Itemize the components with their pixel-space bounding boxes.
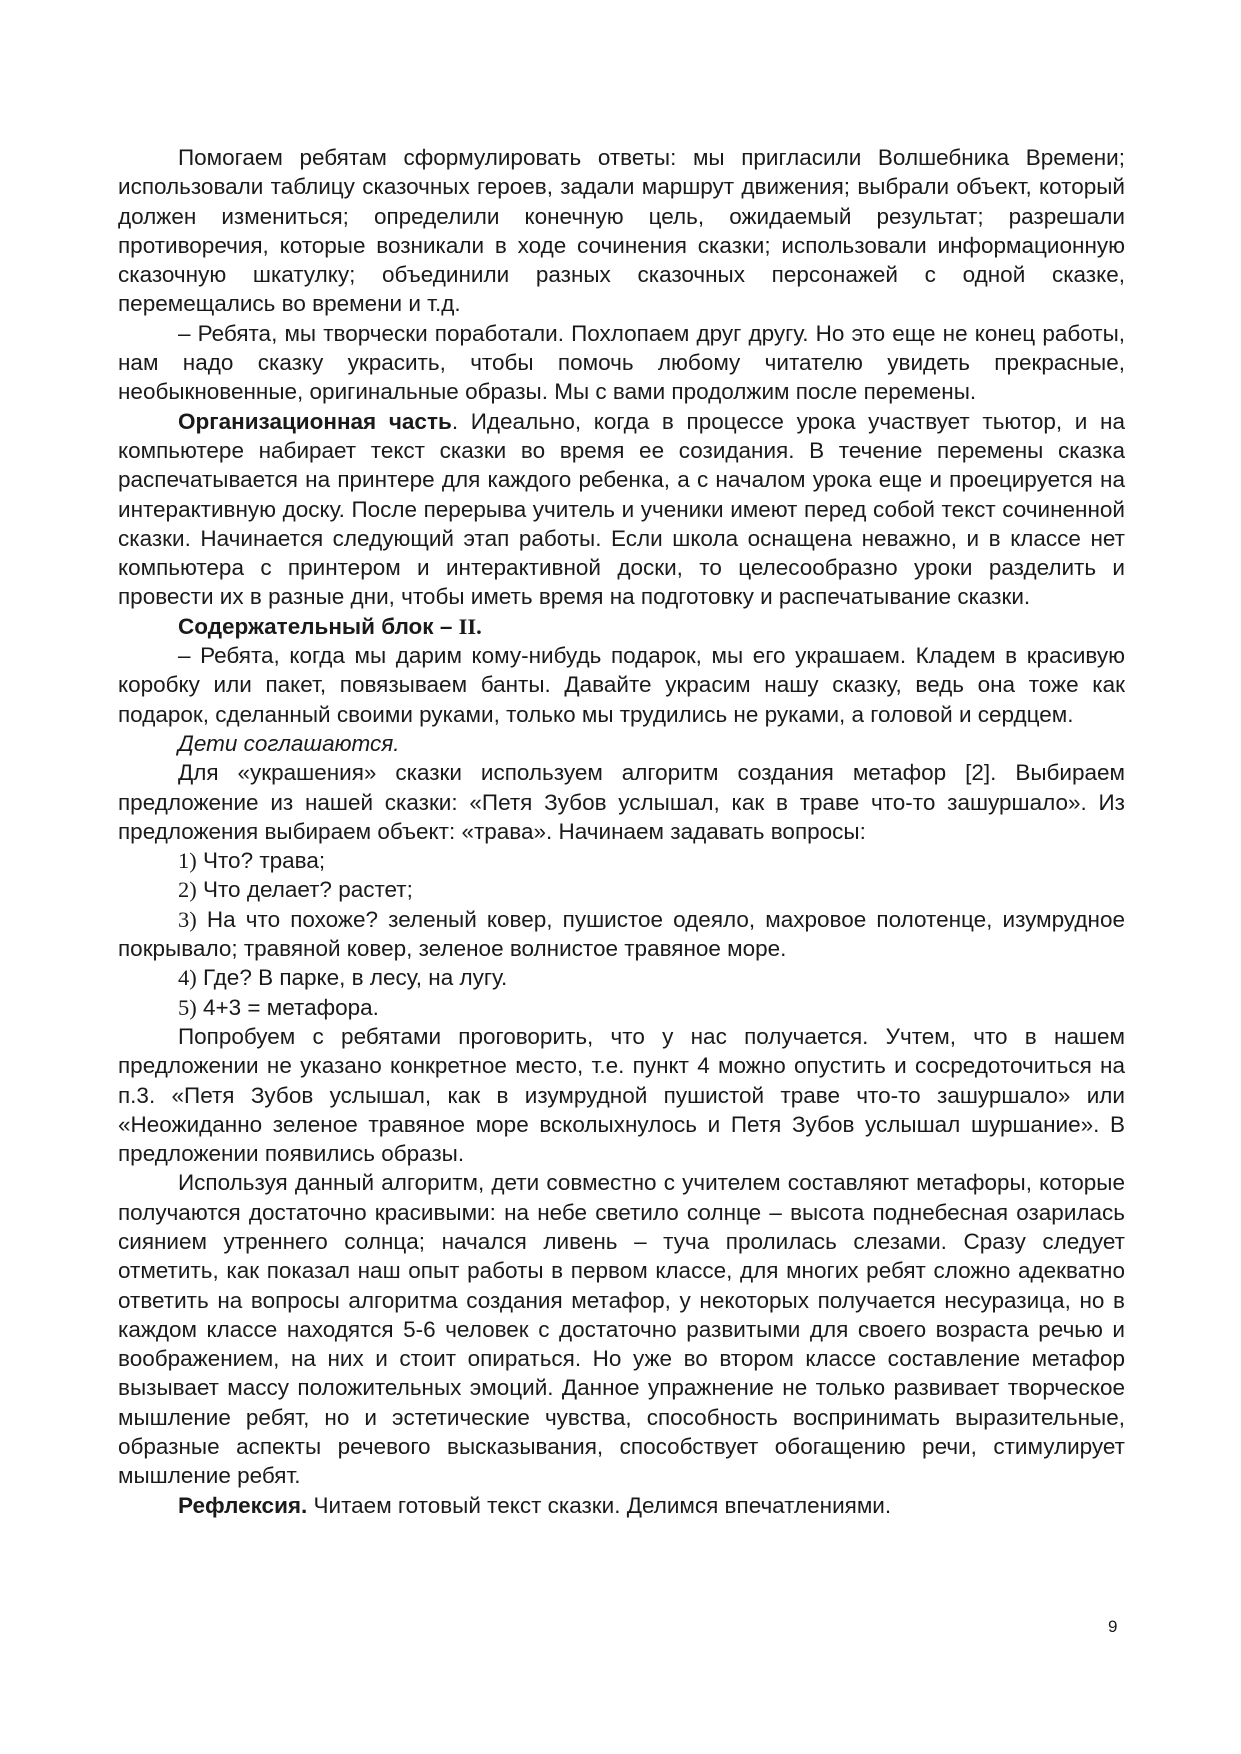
roman-numeral: II. (458, 613, 482, 639)
paragraph-answers: Помогаем ребятам сформулировать ответы: мы пригласили Волшебника Времени; использовали таблицу сказочных героев, задали маршрут движения; выбрали объект, который должен измениться; определили конечную цель, ожидаемый результат; разрешали противоречия, которые возникали в ходе сочинения сказки; использовали информационную сказочную шкатулку; объединили разных сказочных персонажей с одной сказке, перемещались во времени и т.д. (118, 145, 1125, 317)
page-number: 9 (1108, 1617, 1118, 1636)
section-heading-organizational: Организационная часть (178, 408, 452, 434)
section-heading-content-block (118, 612, 1125, 641)
paragraph-example-result: Попробуем с ребятами проговорить, что у нас получается. Учтем, что в нашем предложении не указано конкретное место, т.е. пункт 4 можно опустить и сосредоточиться на п.3. «Петя Зубов услышал, как в изумрудной пушистой траве что-то зашуршало» или «Неожиданно зеленое травяное море всколыхнулось и Петя Зубов услышал шуршание». В предложении появились образы. (118, 1023, 1125, 1167)
list-item-text: Где? В парке, в лесу, на лугу. (196, 965, 508, 991)
section-heading-text: Содержательный блок – (178, 613, 459, 639)
list-item-number: 2) (178, 877, 197, 903)
list-item (118, 963, 1125, 992)
section-heading-reflection: Рефлексия. (178, 1492, 308, 1518)
list-item-number: 4) (178, 965, 197, 991)
list-item (118, 993, 1125, 1022)
paragraph-teacher-speech-1: – Ребята, мы творчески поработали. Похлопаем друг другу. Но это еще не конец работы, нам надо сказку украсить, чтобы помочь любому читателю увидеть прекрасные, необыкновенные, оригинальные образы. Мы с вами продолжим после перемены. (118, 320, 1125, 405)
paragraph-text: Читаем готовый текст сказки. Делимся впечатлениями. (307, 1492, 892, 1518)
list-item (118, 846, 1125, 875)
list-item-number: 3) (178, 906, 197, 932)
paragraph-algorithm-usage: Используя данный алгоритм, дети совместно с учителем составляют метафоры, которые получаются достаточно красивыми: на небе светило солнце – высота поднебесная озарилась сиянием утреннего солнца; начался ливень – туча пролилась слезами. Сразу следует отметить, как показал наш опыт работы в первом классе, для многих ребят сложно адекватно ответить на вопросы алгоритма создания метафор, у некоторых получается несуразица, но в каждом классе находятся 5-6 человек с достаточно развитыми для своего возраста речью и воображением, на них и стоит опираться. Но уже во втором классе составление метафор вызывает массу положительных эмоций. Данное упражнение не только развивает творческое мышление ребят, но и эстетические чувства, способность воспринимать выразительные, образные аспекты речевого высказывания, способствует обогащению речи, стимулирует мышление ребят. (118, 1170, 1125, 1489)
paragraph-metaphor-algorithm: Для «украшения» сказки используем алгоритм создания метафор [2]. Выбираем предложение из нашей сказки: «Петя Зубов услышал, как в траве что-то зашуршало». Из предложения выбираем объект: «трава». Начинаем задавать вопросы: (118, 760, 1125, 844)
list-item-number: 1) (178, 848, 197, 874)
italic-remark: Дети соглашаются. (178, 730, 400, 756)
list-item-text: Что делает? растет; (196, 877, 413, 903)
paragraph-organizational-part (118, 407, 1125, 612)
list-item-text: На что похоже? зеленый ковер, пушистое одеяло, махровое полотенце, изумрудное покрывало; травяной ковер, зеленое волнистое травяное море. (118, 906, 1125, 962)
list-item (118, 905, 1125, 964)
paragraph-text: . Идеально, когда в процессе урока участвует тьютор, и на компьютере набирает текст сказки во время ее созидания. В течение перемены сказка распечатывается на принтере для каждого ребенка, а с началом урока еще и проецируется на интерактивную доску. После перерыва учитель и ученики имеют перед собой текст сочиненной сказки. Начинается следующий этап работы. Если школа оснащена неважно, и в классе нет компьютера с принтером и интерактивной доски, то целесообразно уроки разделить и провести их в разные дни, чтобы иметь время на подготовку и распечатывание сказки. (118, 408, 1125, 610)
paragraph-teacher-speech-2: – Ребята, когда мы дарим кому-нибудь подарок, мы его украшаем. Кладем в красивую коробку или пакет, повязываем банты. Давайте украсим нашу сказку, ведь она тоже как подарок, сделанный своими руками, только мы трудились не руками, а головой и сердцем. (118, 643, 1125, 727)
paragraph-reflection (118, 1491, 1125, 1520)
list-item-text: 4+3 = метафора. (196, 994, 379, 1020)
list-item-text: Что? трава; (196, 848, 326, 874)
paragraph-children-agree (118, 729, 1125, 758)
page-body (118, 143, 1125, 1520)
list-item-number: 5) (178, 994, 197, 1020)
list-item (118, 875, 1125, 904)
